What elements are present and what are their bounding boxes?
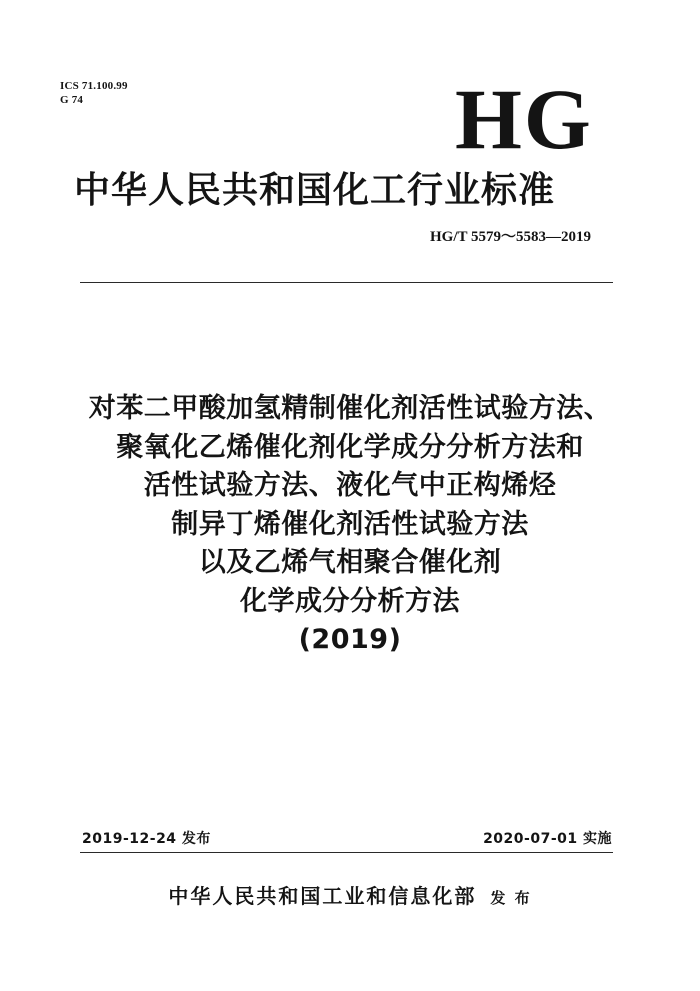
ics-code: ICS 71.100.99 [60, 80, 128, 92]
implement-date: 2020-07-01 实施 [483, 831, 612, 847]
title-line: 对苯二甲酸加氢精制催化剂活性试验方法、 [88, 393, 612, 424]
title-line: 制异丁烯催化剂活性试验方法 [171, 508, 529, 540]
publisher-line [120, 880, 580, 909]
classification-codes [60, 79, 128, 107]
title-line: 化学成分分析方法 [240, 585, 460, 617]
publish-action: 发 布 [490, 889, 532, 907]
title-year: (2019) [298, 624, 402, 655]
bottom-divider [80, 852, 613, 853]
issue-date: 2019-12-24 发布 [82, 831, 211, 847]
title-line: 聚氧化乙烯催化剂化学成分分析方法和 [116, 431, 584, 463]
title-line: 以及乙烯气相聚合催化剂 [198, 547, 502, 578]
hg-logo: HG [455, 71, 593, 167]
ccs-code: G 74 [60, 94, 84, 106]
title-line: 活性试验方法、液化气中正构烯烃 [143, 470, 557, 501]
standard-number: HG/T 5579～5583—2019 [430, 229, 591, 245]
standard-title: 中华人民共和国化工行业标准 [74, 170, 556, 211]
document-title [40, 390, 660, 660]
publisher-name: 中华人民共和国工业和信息化部 [168, 884, 477, 908]
top-divider [80, 282, 613, 283]
